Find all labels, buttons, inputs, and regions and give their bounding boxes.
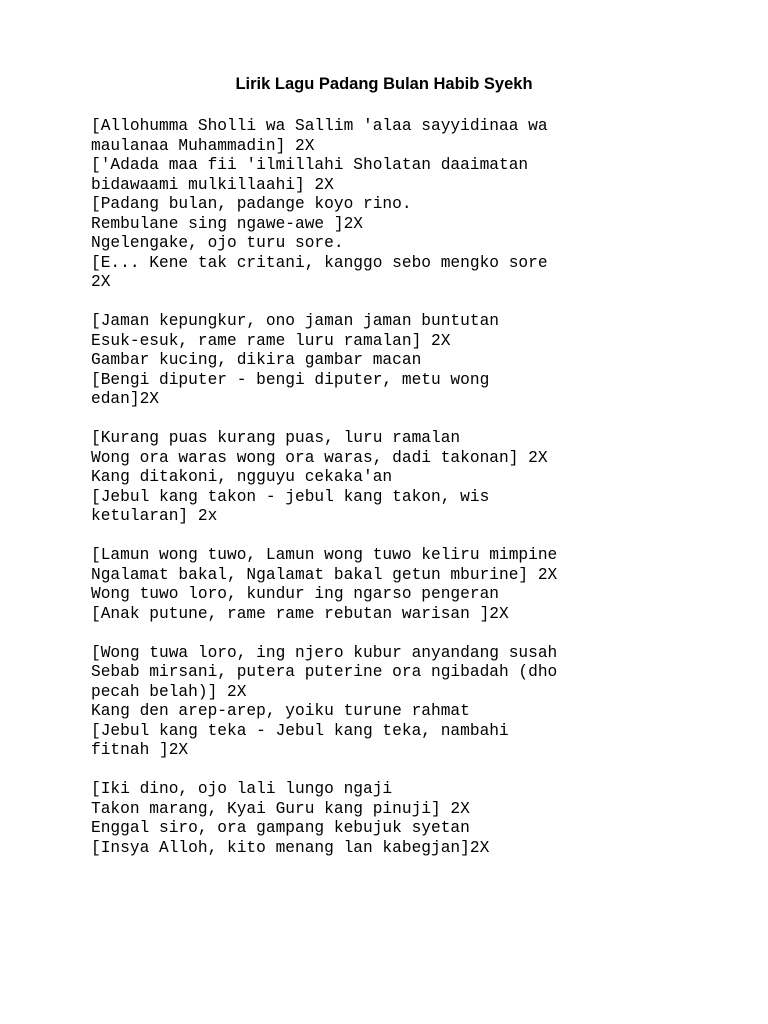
lyric-line: maulanaa Muhammadin] 2X — [91, 136, 315, 155]
lyric-line: [E... Kene tak critani, kanggo sebo mengko sore — [91, 253, 548, 272]
stanza-1 — [91, 117, 731, 293]
lyric-line: 2X — [91, 273, 111, 291]
lyrics-body — [91, 117, 731, 878]
lyric-line: Gambar kucing, dikira gambar macan — [91, 351, 422, 369]
lyric-line: Wong ora waras wong ora waras, dadi takonan] 2X — [91, 448, 548, 467]
lyric-line: [Jebul kang takon - jebul kang takon, wis — [91, 487, 490, 506]
lyric-line: [Jebul kang teka - Jebul kang teka, nambahi — [91, 721, 509, 740]
stanza-6 — [91, 780, 731, 858]
lyric-line: [Insya Alloh, kito menang lan kabegjan]2X — [91, 838, 490, 857]
lyric-line: ketularan] 2x — [91, 507, 218, 525]
lyric-line: [Wong tuwa loro, ing njero kubur anyandang susah — [91, 643, 558, 662]
lyric-line: edan]2X — [91, 390, 159, 408]
page-title: Lirik Lagu Padang Bulan Habib Syekh — [235, 75, 533, 93]
lyric-line: Ngalamat bakal, Ngalamat bakal getun mburine] 2X — [91, 565, 558, 584]
stanza-5 — [91, 644, 731, 761]
lyric-line: [Kurang puas kurang puas, luru ramalan — [91, 429, 461, 447]
lyric-line: [Lamun wong tuwo, Lamun wong tuwo keliru mimpine — [91, 546, 558, 564]
lyric-line: bidawaami mulkillaahi] 2X — [91, 175, 334, 194]
lyric-line: Ngelengake, ojo turu sore. — [91, 234, 344, 252]
lyric-line: Kang den arep-arep, yoiku turune rahmat — [91, 702, 470, 720]
lyric-line: [Jaman kepungkur, ono jaman jaman buntutan — [91, 312, 499, 330]
stanza-4 — [91, 546, 731, 624]
lyric-line: [Iki dino, ojo lali lungo ngaji — [91, 780, 393, 798]
lyric-line: Wong tuwo loro, kundur ing ngarso pengeran — [91, 585, 499, 603]
lyric-line: pecah belah)] 2X — [91, 682, 247, 701]
lyric-line: Kang ditakoni, ngguyu cekaka'an — [91, 468, 393, 486]
lyric-line: Enggal siro, ora gampang kebujuk syetan — [91, 819, 470, 837]
lyric-line: Takon marang, Kyai Guru kang pinuji] 2X — [91, 799, 470, 818]
stanza-2 — [91, 312, 731, 410]
lyric-line: fitnah ]2X — [91, 741, 189, 759]
lyric-line: Sebab mirsani, putera puterine ora ngibadah (dho — [91, 663, 558, 681]
lyric-line: [Allohumma Sholli wa Sallim 'alaa sayyidinaa wa — [91, 117, 548, 135]
lyric-line: [Anak putune, rame rame rebutan warisan ]2X — [91, 604, 509, 623]
lyric-line: [Padang bulan, padange koyo rino. — [91, 195, 412, 213]
lyric-line: Esuk-esuk, rame rame luru ramalan] 2X — [91, 331, 451, 350]
lyric-line: [Bengi diputer - bengi diputer, metu wong — [91, 370, 490, 389]
lyric-line: Rembulane sing ngawe-awe ]2X — [91, 214, 363, 233]
lyric-line: ['Adada maa fii 'ilmillahi Sholatan daaimatan — [91, 156, 529, 174]
stanza-3 — [91, 429, 731, 527]
